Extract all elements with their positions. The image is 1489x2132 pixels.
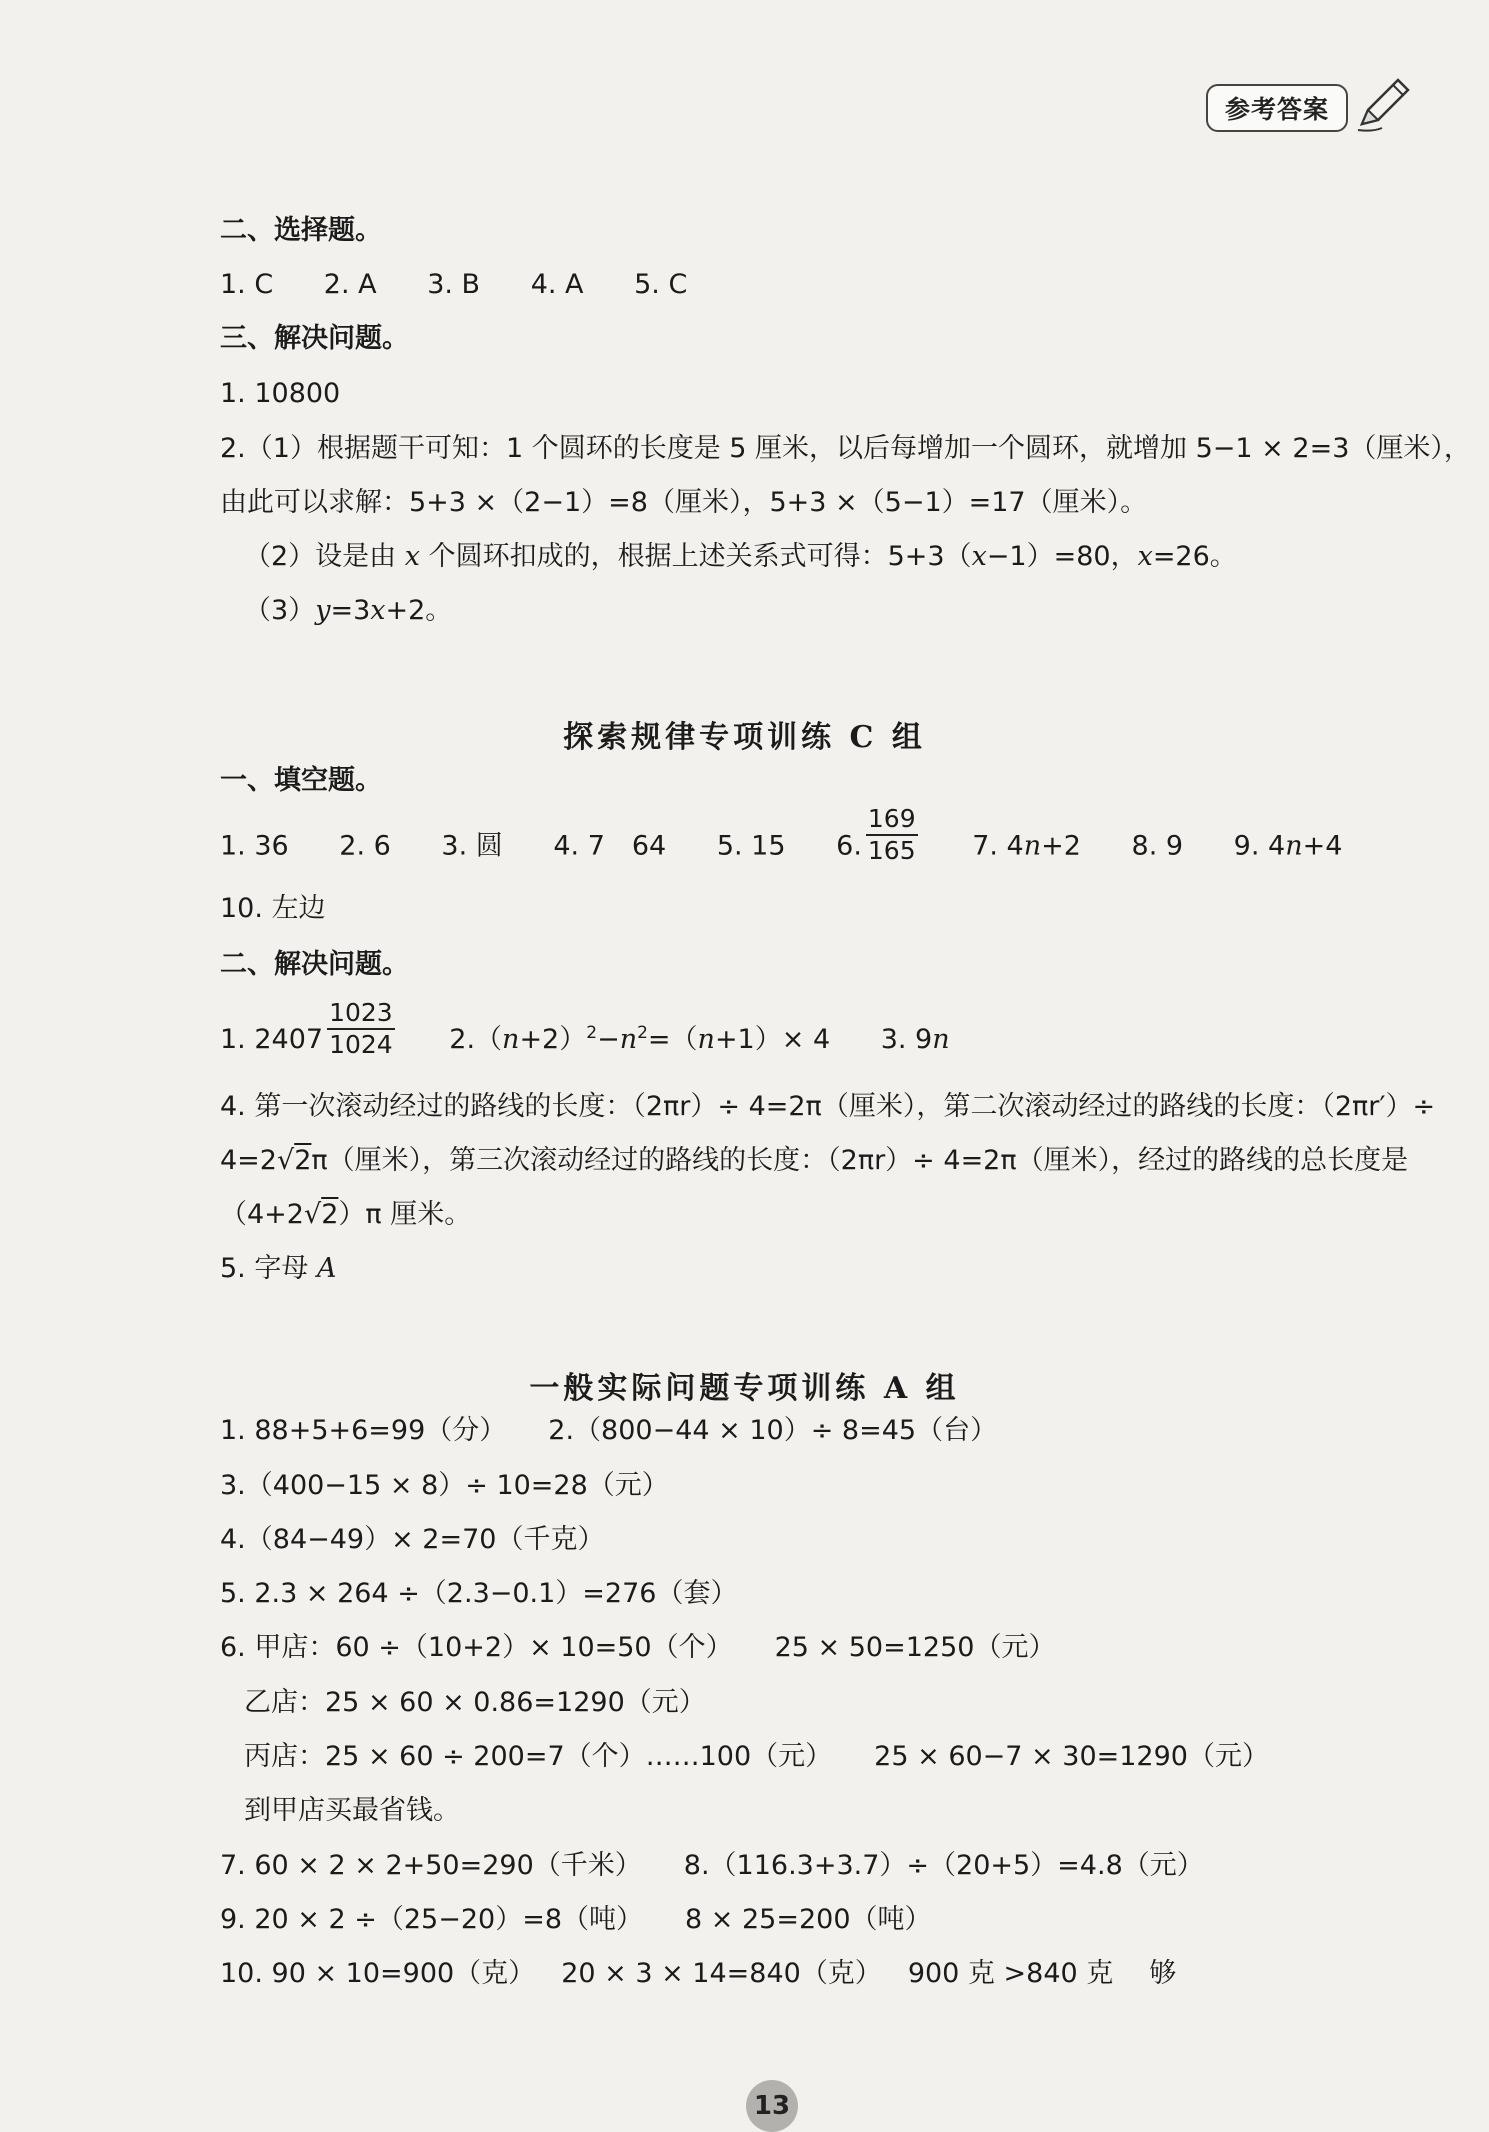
- fill-answer-10: 10. 左边: [220, 893, 326, 924]
- solve-heading: 三、解决问题。: [220, 323, 409, 354]
- practical-answer-4: 4.（84−49）× 2=70（千克）: [220, 1524, 605, 1555]
- fill-heading: 一、填空题。: [220, 765, 382, 796]
- practical-answer-6c: 丙店：25 × 60 ÷ 200=7（个）……100（元） 25 × 60−7 × 30=1290（元）: [244, 1741, 1269, 1772]
- fraction: $\frac{169}{165}$: [867, 804, 916, 865]
- solve-answer-1: 1. 10800: [220, 378, 341, 409]
- choice-answer: 4. A: [530, 269, 584, 300]
- practical-answer-1-2: 1. 88+5+6=99（分） 2.（800−44 × 10）÷ 8=45（台）: [220, 1415, 998, 1446]
- fill-answers: 1. 36 2. 6 3. 圆 4. 7 64 5. 15 6. $\frac{169}{165}$ 7. 4n+2 8. 9 9. 4n+4: [220, 804, 1343, 865]
- practical-answer-10: 10. 90 × 10=900（克） 20 × 3 × 14=840（克） 900 克 >840 克 够: [220, 1958, 1177, 1989]
- fraction: $\frac{1023}{1024}$: [329, 997, 393, 1059]
- solve-answer-5: 5. 字母 A: [220, 1253, 337, 1284]
- answer-key-tag: 参考答案: [1206, 84, 1348, 132]
- choice-heading: 二、选择题。: [220, 215, 382, 246]
- practical-answer-6b: 乙店：25 × 60 × 0.86=1290（元）: [244, 1687, 706, 1718]
- choice-answer: 5. C: [634, 269, 688, 300]
- solve-heading-c: 二、解决问题。: [220, 949, 409, 980]
- solve-answer-2-part2: （2）设是由 x 个圆环扣成的，根据上述关系式可得：5+3（x−1）=80，x=26。: [244, 541, 1237, 572]
- practical-answer-6d: 到甲店买最省钱。: [244, 1795, 460, 1826]
- solve-answer-4-line1: 4. 第一次滚动经过的路线的长度：（2πr）÷ 4=2π（厘米），第二次滚动经过的路线的长度：（2πr′）÷: [220, 1091, 1436, 1122]
- practical-answer-5: 5. 2.3 × 264 ÷（2.3−0.1）=276（套）: [220, 1578, 738, 1609]
- practical-answer-7-8: 7. 60 × 2 × 2+50=290（千米） 8.（116.3+3.7）÷（20+5）=4.8（元）: [220, 1850, 1204, 1881]
- solve-answers-c: 1. 2407 $\frac{1023}{1024}$ $2.(n+2)^2-n^2=(n+1)\times 4$ 3. 9n: [220, 997, 950, 1059]
- practical-answer-3: 3.（400−15 × 8）÷ 10=28（元）: [220, 1470, 669, 1501]
- choice-answers: [220, 268, 687, 302]
- solve-answer-2-line1: 2.（1）根据题干可知：1 个圆环的长度是 5 厘米，以后每增加一个圆环，就增加 5−1 × 2=3（厘米），: [220, 433, 1471, 464]
- choice-answer: 1. C: [220, 269, 274, 300]
- solve-answer-4-line2: 4=2√2π（厘米），第三次滚动经过的路线的长度：（2πr）÷ 4=2π（厘米），经过的路线的总长度是: [220, 1145, 1409, 1176]
- solve-answer-2-line2: 由此可以求解：5+3 ×（2−1）=8（厘米），5+3 ×（5−1）=17（厘米）。: [220, 487, 1148, 518]
- choice-answer: 2. A: [323, 269, 377, 300]
- section-title-pattern-c: 探索规律专项训练 C 组: [563, 720, 926, 755]
- section-title-practical-a: 一般实际问题专项训练 A 组: [529, 1371, 960, 1406]
- page-number: 13: [746, 2080, 798, 2132]
- practical-answer-9: 9. 20 × 2 ÷（25−20）=8（吨） 8 × 25=200（吨）: [220, 1904, 932, 1935]
- choice-answer: 3. B: [427, 269, 481, 300]
- practical-answer-6a: 6. 甲店：60 ÷（10+2）× 10=50（个） 25 × 50=1250（元）: [220, 1632, 1056, 1663]
- solve-answer-2-part3: （3）y=3x+2。: [244, 595, 453, 626]
- pencil-icon: [1352, 74, 1414, 136]
- solve-answer-4-line3: （4+2√2）π 厘米。: [220, 1199, 472, 1230]
